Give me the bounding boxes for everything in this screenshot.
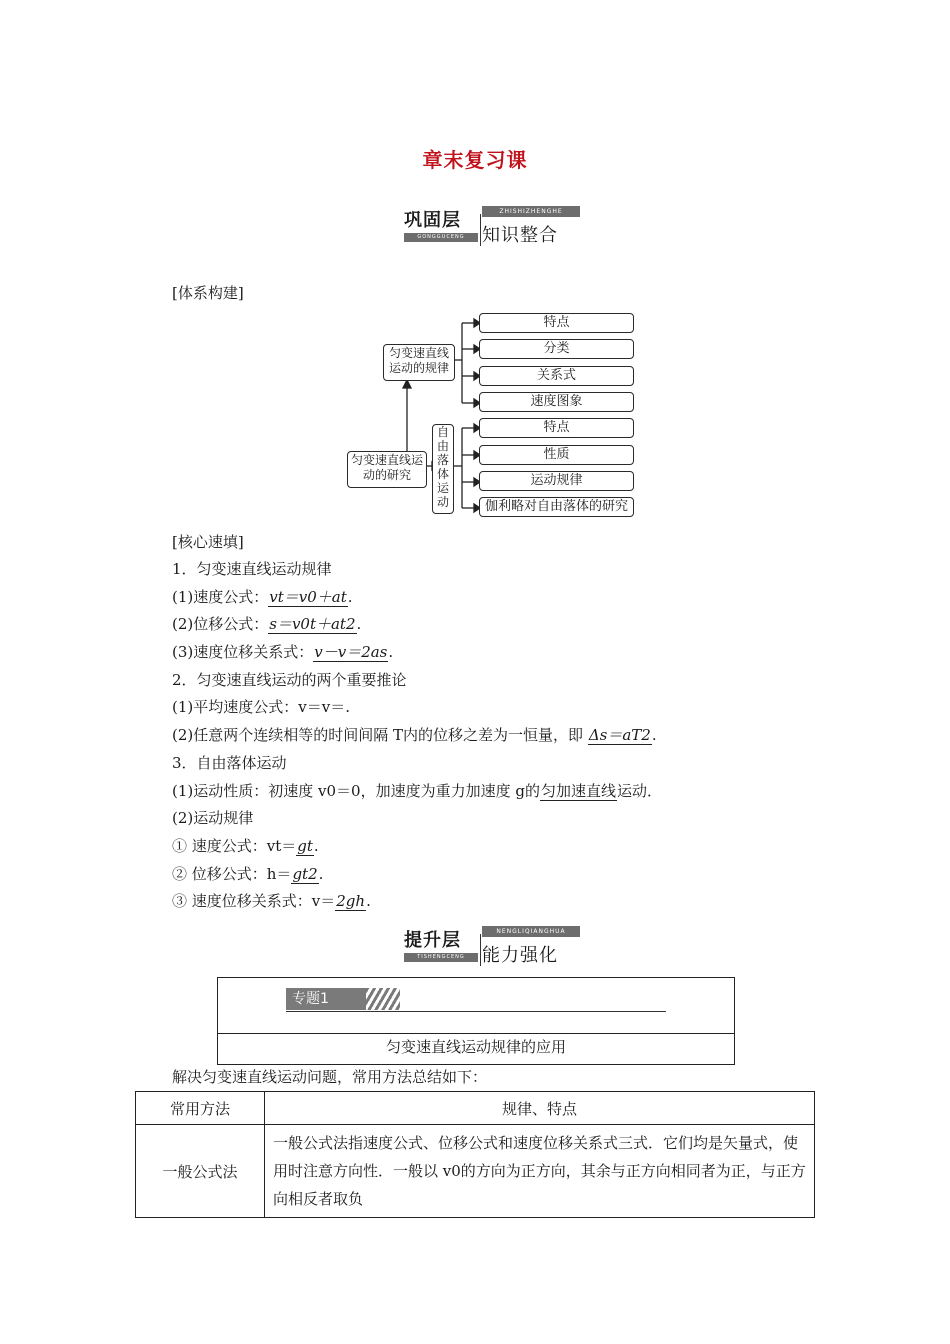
- table-header-method: 常用方法: [136, 1092, 265, 1125]
- section-banner-improve: [404, 926, 580, 966]
- core-label: ① 速度公式：vt＝: [172, 837, 297, 855]
- core-line-free-fall-displacement: ② 位移公式：h＝gt2.: [172, 865, 324, 883]
- table-row: [136, 1125, 815, 1218]
- diagram-leaf-b1-0: 特点: [479, 313, 634, 333]
- core-label: (2)任意两个连续相等的时间间隔 T内的位移之差为一恒量，即: [172, 726, 584, 744]
- banner-main-text: 提升层: [404, 930, 461, 951]
- diagram-leaf-b2-0: 特点: [479, 418, 634, 438]
- core-label: (3)速度位移关系式：: [172, 643, 314, 661]
- topic-stripes-decoration: [366, 988, 400, 1010]
- banner-sub-text: 能力强化: [482, 945, 558, 966]
- topic-caption: 匀变速直线运动规律的应用: [385, 1038, 566, 1056]
- section-banner-consolidate: [404, 206, 580, 246]
- banner-pinyin-bottom: GONGGUCENG: [404, 233, 478, 242]
- banner-sub-text: 知识整合: [482, 225, 558, 246]
- core-formula: vt＝v0＋at: [269, 588, 347, 606]
- core-label: ② 位移公式：h＝: [172, 865, 292, 883]
- core-suffix: 运动．: [616, 782, 662, 800]
- methods-intro: 解决匀变速直线运动问题，常用方法总结如下：: [172, 1068, 488, 1086]
- methods-table: [135, 1091, 815, 1218]
- diagram-leaf-b2-1: 性质: [479, 445, 634, 465]
- topic-tag: 专题1: [286, 988, 372, 1010]
- section-core-heading: [核心速填]: [172, 533, 244, 551]
- diagram-branch2-node: 自由落体运动: [432, 424, 454, 514]
- banner-pinyin-bottom: TISHENGCENG: [404, 953, 478, 962]
- core-formula: s＝v0t＋at2: [269, 615, 356, 633]
- core-label: ③ 速度位移关系式：v＝: [172, 892, 336, 910]
- core-line-velocity: (1)速度公式：vt＝v0＋at.: [172, 588, 353, 606]
- core-label: (2)位移公式：: [172, 615, 269, 633]
- table-cell-method: 一般公式法: [136, 1125, 265, 1218]
- core-line-displacement: (2)位移公式：s＝v0t＋at2.: [172, 615, 362, 633]
- core-label: (1)运动性质：初速度 v0＝0，加速度为重力加速度 g的: [172, 782, 540, 800]
- diagram-leaf-b2-2: 运动规律: [479, 471, 634, 491]
- core-heading-1: 1．匀变速直线运动规律: [172, 560, 332, 578]
- core-heading-3: 3．自由落体运动: [172, 754, 287, 772]
- core-formula: Δs＝aT2: [588, 726, 651, 744]
- page-title: 章末复习课: [422, 148, 528, 172]
- banner-main-text: 巩固层: [404, 210, 461, 231]
- core-heading-2: 2．匀变速直线运动的两个重要推论: [172, 671, 407, 689]
- core-line-free-fall-velocity: ① 速度公式：vt＝gt.: [172, 837, 319, 855]
- core-formula: 匀加速直线: [540, 782, 616, 800]
- banner-divider: [480, 934, 481, 966]
- topic-separator: [218, 1033, 734, 1034]
- core-formula: v－v＝2as: [314, 643, 388, 661]
- table-cell-description: 一般公式法指速度公式、位移公式和速度位移关系式三式．它们均是矢量式，使用时注意方向性．一般以 v0的方向为正方向，其余与正方向相同者为正，与正方向相反者取负: [265, 1125, 815, 1218]
- diagram-leaf-b1-3: 速度图象: [479, 392, 634, 412]
- core-line-relation: (3)速度位移关系式：v－v＝2as.: [172, 643, 394, 661]
- arrowhead: [403, 380, 411, 388]
- core-line-delta-s: (2)任意两个连续相等的时间间隔 T内的位移之差为一恒量，即 Δs＝aT2.: [172, 726, 657, 744]
- table-header-rule: 规律、特点: [265, 1092, 815, 1125]
- core-formula: 2gh: [336, 892, 366, 910]
- diagram-root-node: 匀变速直线运动的研究: [347, 451, 427, 488]
- core-line-average-velocity: (1)平均速度公式：v＝v＝.: [172, 698, 350, 716]
- core-label: (1)速度公式：: [172, 588, 269, 606]
- core-formula: gt: [297, 837, 313, 855]
- table-header-row: [136, 1092, 815, 1125]
- core-line-motion-nature: [172, 780, 662, 801]
- topic-underline: [286, 1011, 666, 1012]
- diagram-leaf-b2-3: 伽利略对自由落体的研究: [479, 497, 634, 517]
- diagram-branch1-node: 匀变速直线运动的规律: [383, 344, 455, 381]
- topic-frame: [217, 977, 735, 1065]
- core-line-motion-law: (2)运动规律: [172, 809, 254, 827]
- banner-pinyin-top: ZHISHIZHENGHE: [482, 206, 580, 217]
- section-system-heading: [体系构建]: [172, 284, 244, 302]
- diagram-leaf-b1-1: 分类: [479, 339, 634, 359]
- diagram-leaf-b1-2: 关系式: [479, 366, 634, 386]
- banner-pinyin-top: NENGLIQIANGHUA: [482, 926, 580, 937]
- core-line-free-fall-relation: ③ 速度位移关系式：v＝2gh.: [172, 892, 371, 910]
- banner-divider: [480, 214, 481, 246]
- core-formula: gt2: [292, 865, 318, 883]
